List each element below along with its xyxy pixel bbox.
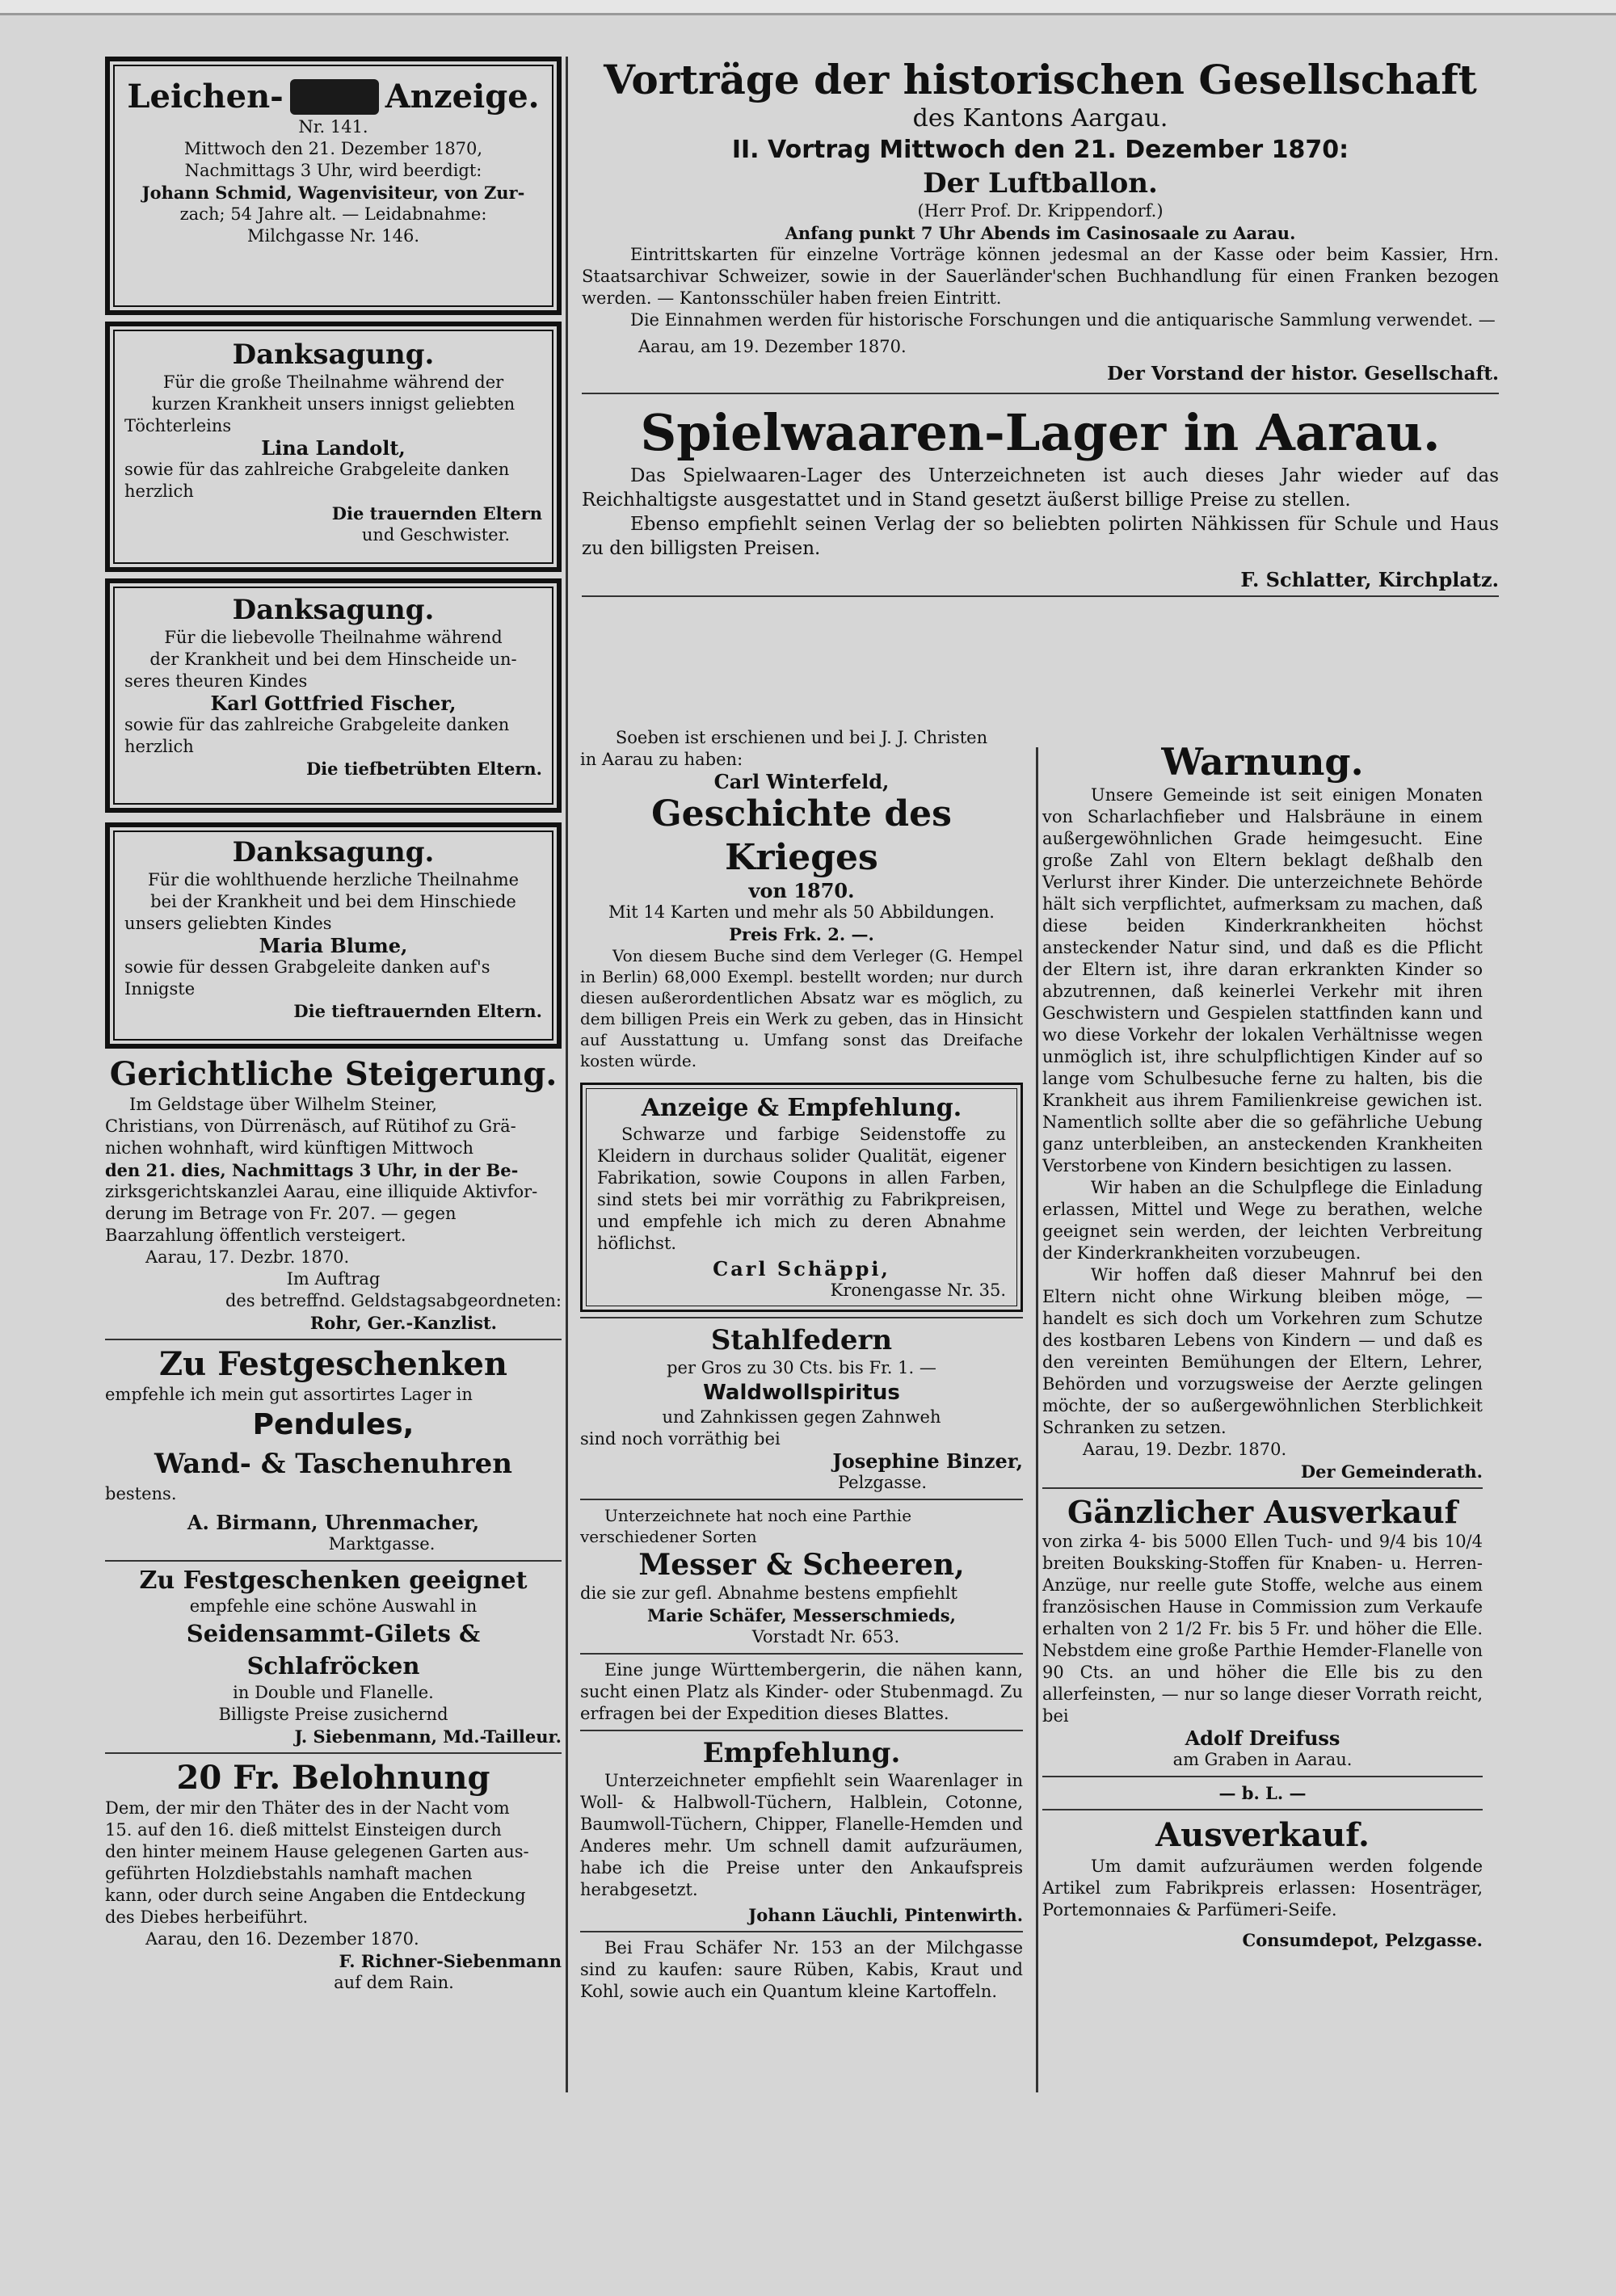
obituary-number: Nr. 141. [298, 117, 368, 137]
lecture-start: Anfang punkt 7 Uhr Abends im Casinosaale zu Aarau. [785, 223, 1296, 243]
book-notice [580, 727, 1023, 1071]
lecture-paragraph: Eintrittskarten für einzelne Vorträge können jedesmal an der Kasse oder beim Kassier, Hrn. Staatsarchivar Schweizer, sowie in der Sauerländer'schen Buchhandlung für einen Franken bezogen werden. — Kantonsschüler haben freien Eintritt. [582, 245, 1499, 308]
silk-notice [580, 1083, 1023, 1312]
divider [582, 595, 1499, 597]
divider [580, 1931, 1023, 1932]
obituary-title-left: Leichen- [127, 78, 284, 116]
sale-paragraph: von zirka 4- bis 5000 Ellen Tuch- und 9/4 bis 10/4 breiten Bouksking-Stoffen für Knaben- u. Herren-Anzüge, nur reelle gute Stoffe, welche aus einem französischen Hause in Commission zum Verkaufe erhalten von 2 1/2 Fr. bis 5 Fr. und höher die Elle. Nebstdem eine große Parthie Hemder-Flanelle von 90 Cts. an und höher die Elle bis zu den allerfeinsten, — nur so lange dieser Vorrath reicht, bei [1042, 1532, 1483, 1726]
clearance-signature: Consumdepot, Pelzgasse. [1242, 1930, 1483, 1950]
middle-column [580, 727, 1023, 2003]
auction-authority: Im Auftrag [286, 1269, 381, 1289]
auction-signature: Rohr, Ger.-Kanzlist. [309, 1313, 497, 1333]
divider [580, 1653, 1023, 1655]
gifts2-signature: J. Siebenmann, Md.-Tailleur. [294, 1726, 562, 1747]
auction-authority: des betreffnd. Geldstagsabgeordneten: [225, 1291, 562, 1310]
deceased-name: Lina Landolt, [261, 436, 406, 460]
thanks-signature: Die tieftrauernden Eltern. [293, 1001, 542, 1021]
knives-notice [580, 1505, 1023, 1648]
sale-notice [1042, 1494, 1483, 1804]
book-line: Mit 14 Karten und mehr als 50 Abbildungen. [608, 902, 995, 922]
gifts-signature: Marktgasse. [328, 1534, 436, 1554]
book-author: Carl Winterfeld, [713, 770, 890, 793]
thanks-title: Danksagung. [232, 339, 435, 371]
reward-notice [105, 1759, 562, 1994]
toys-notice [582, 402, 1499, 591]
thanks-line: sowie für das zahlreiche Grabgeleite danken [124, 460, 510, 479]
lecture-subtitle: des Kantons Aargau. [912, 104, 1168, 132]
divider [105, 1339, 562, 1340]
column-rule-right [1036, 747, 1038, 2092]
deceased-name: Maria Blume, [259, 934, 408, 957]
divider [580, 1730, 1023, 1731]
warning-paragraph: Wir hoffen daß dieser Mahnruf bei den Eltern nicht ohne Wirkung bleiben möge, — handelt es sich doch um Vorkehren zum Schutze des kostbaren Lebens von Kindern — und daß es den vereinten Bemühungen der Eltern, Lehrer, Behörden und vorzugsweise der Aerzte gelingen möchte, der so außergewöhnlichen Sterblichkeit Schranken zu setzen. [1042, 1265, 1483, 1437]
thanks-line: Töchterleins [124, 416, 232, 435]
auction-notice [105, 1055, 562, 1334]
warning-paragraph: Wir haben an die Schulpflege die Einladung erlassen, Mittel und Wege zu berathen, welche geeignet sein werden, der leichten Verbreitung der Kinderkrankheiten vorzubeugen. [1042, 1178, 1483, 1263]
book-price: Preis Frk. 2. —. [729, 924, 874, 944]
reward-line: Dem, der mir den Thäter des in der Nacht vom [105, 1798, 510, 1818]
lecture-signature: Der Vorstand der histor. Gesellschaft. [1107, 363, 1499, 385]
gifts-line: bestens. [105, 1484, 177, 1503]
warning-date: Aarau, 19. Dezbr. 1870. [1083, 1440, 1287, 1459]
toys-title: Spielwaaren-Lager in Aarau. [640, 403, 1441, 462]
silk-title: Anzeige & Empfehlung. [641, 1094, 962, 1122]
reward-line: den hinter meinem Hause gelegenen Garten aus- [105, 1842, 529, 1861]
obituary-notice [105, 57, 562, 315]
auction-line: Baarzahlung öffentlich versteigert. [105, 1226, 406, 1245]
auction-date: Aarau, 17. Dezbr. 1870. [145, 1247, 350, 1267]
auction-line: Christians, von Dürrenäsch, auf Rütihof zu Grä- [105, 1116, 516, 1136]
pens-line: und Zahnkissen gegen Zahnweh [662, 1407, 941, 1427]
toys-paragraph: Ebenso empfiehlt seinen Verlag der so beliebten polirten Nähkissen für Schule und Haus zu den billigsten Preisen. [582, 514, 1499, 559]
thanks-line: sowie für dessen Grabgeleite danken auf's [124, 957, 490, 977]
warning-paragraph: Unsere Gemeinde ist seit einigen Monaten von Scharlachfieber und Halsbräune in einem außergewöhnlichen Grade heimgesucht. Eine große Zahl von Eltern beklagt deßhalb den Verlurst ihrer Kinder. Die unterzeichnete Behörde hält sich verpflichtet, aufmerksam zu machen, daß diese beiden Kinderkrankheiten höchst ansteckender Natur sind, und daß es die Pflicht der Eltern ist, ihre daran erkrankten Kinder so abzutrennen, daß keinerlei Verkehr mit ihren Geschwistern und Gespielen stattfinden kann und wo diese Vorkehr der lokalen Verhältnisse wegen unmöglich ist, ihre schulpflichtigen Kinder auf so lange vom Schulbesuche ferne zu halten, bis die Krankheit aus ihrem Familienkreise gewichen ist. Namentlich sollte aber die so gefährliche Uebung ganz unterbleiben, an ansteckenden Krankheiten Verstorbene von Kindern besichtigen zu lassen. [1042, 785, 1483, 1175]
obituary-line: Nachmittags 3 Uhr, wird beerdigt: [184, 161, 482, 180]
left-column [105, 57, 562, 1994]
knives-line: die sie zur gefl. Abnahme bestens empfiehlt [580, 1583, 957, 1603]
gifts-notice [105, 1345, 562, 1555]
pens-signature: Pelzgasse. [837, 1473, 927, 1492]
divider [1042, 1776, 1483, 1777]
gifts2-line: Billigste Preise zusichernd [218, 1705, 448, 1724]
sale-title: Gänzlicher Ausverkauf [1067, 1494, 1458, 1530]
thanks-signature: Die tiefbetrübten Eltern. [305, 759, 542, 779]
page-top-edge [0, 0, 1616, 15]
reward-line: des Diebes herbeiführt. [105, 1907, 309, 1927]
vegetables-notice: Bei Frau Schäfer Nr. 153 an der Milchgasse sind zu kaufen: saure Rüben, Kabis, Kraut und Kohl, sowie auch ein Quantum kleine Kartoffeln. [580, 1938, 1023, 2001]
lecture-paragraph: Die Einnahmen werden für historische Forschungen und die antiquarische Sammlung verwendet. — [630, 310, 1496, 330]
knives-line: Unterzeichnete hat noch eine Parthie verschiedener Sorten [580, 1506, 912, 1546]
thanks-line: sowie für das zahlreiche Grabgeleite danken [124, 715, 510, 734]
toys-signature: F. Schlatter, Kirchplatz. [1240, 568, 1499, 591]
warning-signature: Der Gemeinderath. [1300, 1461, 1483, 1482]
thanks-notice-landolt [105, 322, 562, 572]
divider [582, 393, 1499, 394]
rec-signature: Johann Läuchli, Pintenwirth. [748, 1905, 1023, 1925]
gifts-line: empfehle ich mein gut assortirtes Lager in [105, 1385, 473, 1404]
obituary-line: Mittwoch den 21. Dezember 1870, [183, 139, 483, 158]
book-paragraph: Von diesem Buche sind dem Verleger (G. Hempel in Berlin) 68,000 Exempl. bestellt worden; nur durch diesen außerordentlichen Absatz war es möglich, zu dem billigen Preis ein Werk zu geben, das in Hinsicht auf Ausstattung u. Umfang sonst das Dreifache kosten würde. [580, 946, 1023, 1070]
auction-title: Gerichtliche Steigerung. [109, 1055, 558, 1093]
divider [105, 1560, 562, 1562]
right-wide-area [582, 57, 1499, 597]
thanks-notice-blume [105, 822, 562, 1049]
thanks-signature: und Geschwister. [361, 525, 510, 545]
knives-title: Messer & Scheeren, [638, 1548, 965, 1582]
thanks-notice-fischer [105, 578, 562, 813]
thanks-line: Für die liebevolle Theilnahme während [164, 628, 503, 647]
thanks-signature: Die trauernden Eltern [331, 503, 542, 524]
deceased-name: Karl Gottfried Fischer, [210, 692, 457, 715]
pens-line: per Gros zu 30 Cts. bis Fr. 1. — [667, 1358, 936, 1377]
gifts2-line: empfehle eine schöne Auswahl in [189, 1596, 478, 1616]
right-column [1042, 739, 1483, 1951]
thanks-line: der Krankheit und bei dem Hinscheide un- [149, 650, 517, 669]
book-year: von 1870. [748, 879, 855, 902]
divider [105, 1752, 562, 1754]
pens-product: Waldwollspiritus [703, 1381, 900, 1405]
pens-notice [580, 1323, 1023, 1494]
knives-signature: Vorstadt Nr. 653. [751, 1627, 900, 1646]
thanks-line: kurzen Krankheit unsers innigst geliebten [151, 394, 516, 414]
gifts-product: Wand- & Taschenuhren [154, 1448, 512, 1480]
lecture-notice [582, 57, 1499, 385]
silk-signature: Kronengasse Nr. 35. [830, 1280, 1006, 1300]
knives-signature: Marie Schäfer, Messerschmieds, [647, 1605, 956, 1625]
thanks-line: Für die große Theilnahme während der [162, 372, 504, 392]
gifts2-product: Seidensammt-Gilets & Schlafröcken [186, 1620, 481, 1680]
rec-title: Empfehlung. [702, 1737, 901, 1769]
sale-signature: am Graben in Aarau. [1172, 1750, 1353, 1769]
warning-title: Warnung. [1161, 740, 1364, 784]
gifts2-title: Zu Festgeschenken geeignet [139, 1566, 528, 1595]
lecture-title: Vorträge der historischen Gesellschaft [604, 56, 1477, 103]
reward-line: kann, oder durch seine Angaben die Entdeckung [105, 1886, 526, 1905]
divider [580, 1317, 1023, 1318]
thanks-title: Danksagung. [232, 594, 435, 626]
sale-signature: Adolf Dreifuss [1185, 1726, 1340, 1750]
reward-title: 20 Fr. Belohnung [176, 1759, 490, 1797]
lecture-topic: Der Luftballon. [923, 167, 1158, 200]
clearance-paragraph: Um damit aufzuräumen werden folgende Artikel zum Fabrikpreis erlassen: Hosenträger, Portemonnaies & Parfümeri-Seife. [1042, 1857, 1483, 1920]
auction-line: nichen wohnhaft, wird künftigen Mittwoch [105, 1138, 474, 1158]
reward-line: 15. auf den 16. dieß mittelst Einsteigen durch [105, 1820, 502, 1840]
gifts-signature: A. Birmann, Uhrenmacher, [187, 1511, 480, 1534]
thanks-line: Für die wohlthuende herzliche Theilnahme [147, 870, 520, 889]
lecture-place-date: Aarau, am 19. Dezember 1870. [638, 337, 907, 356]
pens-signature: Josephine Binzer, [832, 1449, 1023, 1473]
divider [1042, 1809, 1483, 1810]
obituary-line: Milchgasse Nr. 146. [246, 226, 420, 246]
thanks-line: unsers geliebten Kindes [124, 914, 332, 933]
auction-line: Im Geldstage über Wilhelm Steiner, [129, 1095, 437, 1114]
obituary-line: Johann Schmid, Wagenvisiteur, von Zur- [141, 183, 525, 203]
divider [1042, 1487, 1483, 1489]
lecture-speaker: (Herr Prof. Dr. Krippendorf.) [917, 201, 1164, 221]
auction-line: derung im Betrage von Fr. 207. — gegen [105, 1204, 457, 1223]
warning-notice [1042, 739, 1483, 1482]
thanks-line: herzlich [124, 737, 194, 756]
silk-signature: Carl Schäppi, [713, 1257, 890, 1280]
pens-title: Stahlfedern [710, 1324, 893, 1356]
gifts-product: Pendules, [252, 1408, 415, 1441]
clearance-title: Ausverkauf. [1155, 1816, 1370, 1854]
rec-paragraph: Unterzeichneter empfiehlt sein Waarenlager in Woll- & Halbwoll-Tüchern, Halblein, Cotonne, Baumwoll-Tüchern, Chipper, Flanelle-Hemden und Anderes mehr. Um schnell damit aufzuräumen, habe ich die Preise unter den Ankaufspreis herabgesetzt. [580, 1771, 1023, 1899]
obituary-title-right: Anzeige. [385, 78, 540, 116]
obituary-line: zach; 54 Jahre alt. — Leidabnahme: [179, 204, 487, 224]
thanks-title: Danksagung. [232, 836, 435, 868]
thanks-line: herzlich [124, 481, 194, 501]
sale-mark: — b. L. — [1218, 1783, 1307, 1803]
toys-paragraph: Das Spielwaaren-Lager des Unterzeichneten ist auch dieses Jahr wieder auf das Reichhaltigste ausgestattet und in Stand gesetzt äußerst billige Preise zu stellen. [582, 465, 1499, 511]
reward-signature: auf dem Rain. [334, 1973, 454, 1992]
clearance-notice [1042, 1815, 1483, 1951]
book-line: Soeben ist erschienen und bei J. J. Christen [615, 728, 988, 747]
auction-line: den 21. dies, Nachmittags 3 Uhr, in der Be- [105, 1160, 519, 1180]
silk-paragraph: Schwarze und farbige Seidenstoffe zu Kleidern in durchaus solider Qualität, eigener Fabrikation, sowie Coupons in allen Farben, sind stets bei mir vorräthig zu Fabrikpreisen, und empfehle ich mich zu deren Abnahme höflichst. [597, 1125, 1006, 1253]
maid-notice: Eine junge Württembergerin, die nähen kann, sucht einen Platz als Kinder- oder Stubenmagd. Zu erfragen bei der Expedition dieses Blattes. [580, 1660, 1023, 1723]
gifts2-notice [105, 1566, 562, 1747]
reward-line: geführten Holzdiebstahls namhaft machen [105, 1864, 473, 1883]
reward-signature: F. Richner-Siebenmann [339, 1951, 562, 1971]
gifts-title: Zu Festgeschenken [158, 1345, 507, 1383]
pens-line: sind noch vorräthig bei [580, 1429, 781, 1449]
reward-date: Aarau, den 16. Dezember 1870. [145, 1929, 419, 1949]
column-rule-left [566, 57, 568, 2092]
obituary-title [124, 78, 542, 116]
gifts2-line: in Double und Flanelle. [233, 1683, 434, 1702]
thanks-line: seres theuren Kindes [124, 671, 308, 691]
mourning-emblem-icon [290, 79, 379, 115]
book-title: Geschichte des Krieges [651, 793, 952, 878]
thanks-line: bei der Krankheit und bei dem Hinschiede [150, 892, 516, 911]
lecture-date: II. Vortrag Mittwoch den 21. Dezember 1870: [731, 136, 1349, 164]
thanks-line: Innigste [124, 979, 196, 999]
book-line: in Aarau zu haben: [580, 750, 743, 769]
recommendation-notice [580, 1736, 1023, 1926]
auction-line: zirksgerichtskanzlei Aarau, eine illiquide Aktivfor- [105, 1182, 538, 1201]
divider [580, 1499, 1023, 1500]
